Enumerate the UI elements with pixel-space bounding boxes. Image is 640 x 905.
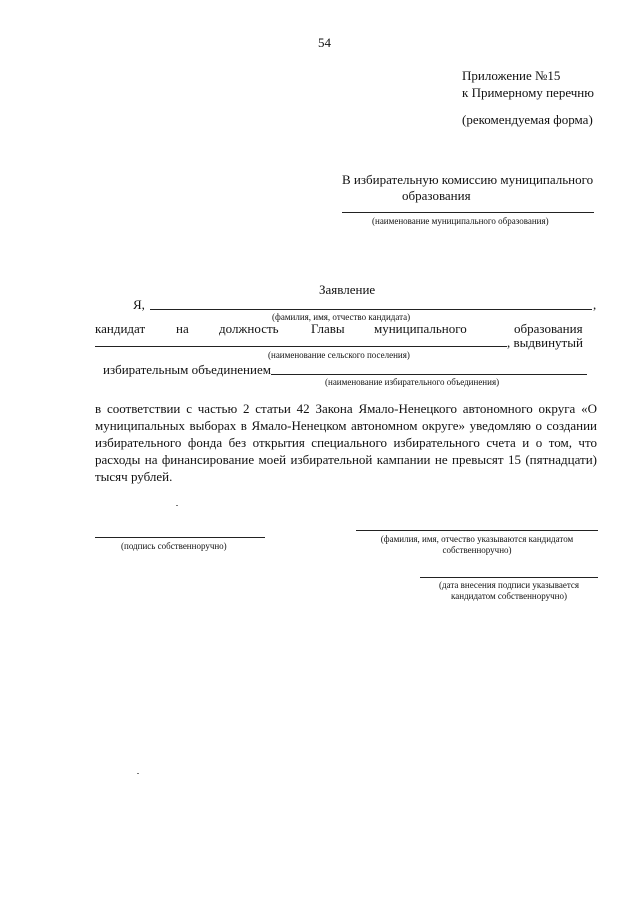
ya-label: Я, <box>133 297 145 312</box>
settlement-line <box>95 346 507 347</box>
nominated-label: , выдвинутый <box>507 335 583 350</box>
statement-body: в соответствии с частью 2 статьи 42 Закона Ямало-Ненецкого автономного округа «О муниципальных выборах в Ямало-Ненецком автономном округе» уведомляю о создании избирательного фонда без открытия специального избирательного счета и о том, что расходы на финансирование моей избирательной кампании не превысят 15 (пятнадцати) тысяч рублей. <box>95 401 597 484</box>
candidate-word-4: Главы <box>311 321 345 336</box>
appendix-title: Приложение №15 <box>462 68 561 83</box>
municipality-caption: (наименование муниципального образования) <box>372 216 549 226</box>
candidate-word-6: образования <box>514 321 583 336</box>
signature-caption: (подпись собственноручно) <box>121 541 227 551</box>
association-label: избирательным объединением <box>103 362 271 377</box>
settlement-caption: (наименование сельского поселения) <box>268 350 410 360</box>
fio-caption: (фамилия, имя, отчество кандидата) <box>272 312 411 322</box>
page-number: 54 <box>318 35 331 50</box>
addressee-line1: В избирательную комиссию муниципального <box>342 172 594 187</box>
date-line <box>420 577 598 578</box>
date-caption-1: (дата внесения подписи указывается <box>439 580 579 590</box>
fio-comma: , <box>593 297 597 312</box>
form-note: (рекомендуемая форма) <box>462 112 593 127</box>
addressee-line2: образования <box>402 188 471 203</box>
appendix-subtitle: к Примерному перечню <box>462 85 594 100</box>
signer-fio-caption-2: собственноручно) <box>442 545 512 555</box>
date-caption-2: кандидатом собственноручно) <box>451 591 567 601</box>
signer-fio-line <box>356 530 598 531</box>
scan-speck <box>176 505 178 506</box>
signature-line <box>95 537 265 538</box>
candidate-word-2: на <box>176 321 189 336</box>
candidate-word-5: муниципального <box>374 321 467 336</box>
candidate-word-3: должность <box>219 321 279 336</box>
candidate-word-1: кандидат <box>95 321 146 336</box>
statement-heading: Заявление <box>319 282 376 297</box>
municipality-name-line <box>342 212 594 213</box>
scan-speck <box>137 773 139 774</box>
association-caption: (наименование избирательного объединения) <box>325 377 500 387</box>
association-line <box>271 374 587 375</box>
candidate-fio-line <box>150 309 592 310</box>
signer-fio-caption-1: (фамилия, имя, отчество указываются кандидатом <box>380 534 574 544</box>
